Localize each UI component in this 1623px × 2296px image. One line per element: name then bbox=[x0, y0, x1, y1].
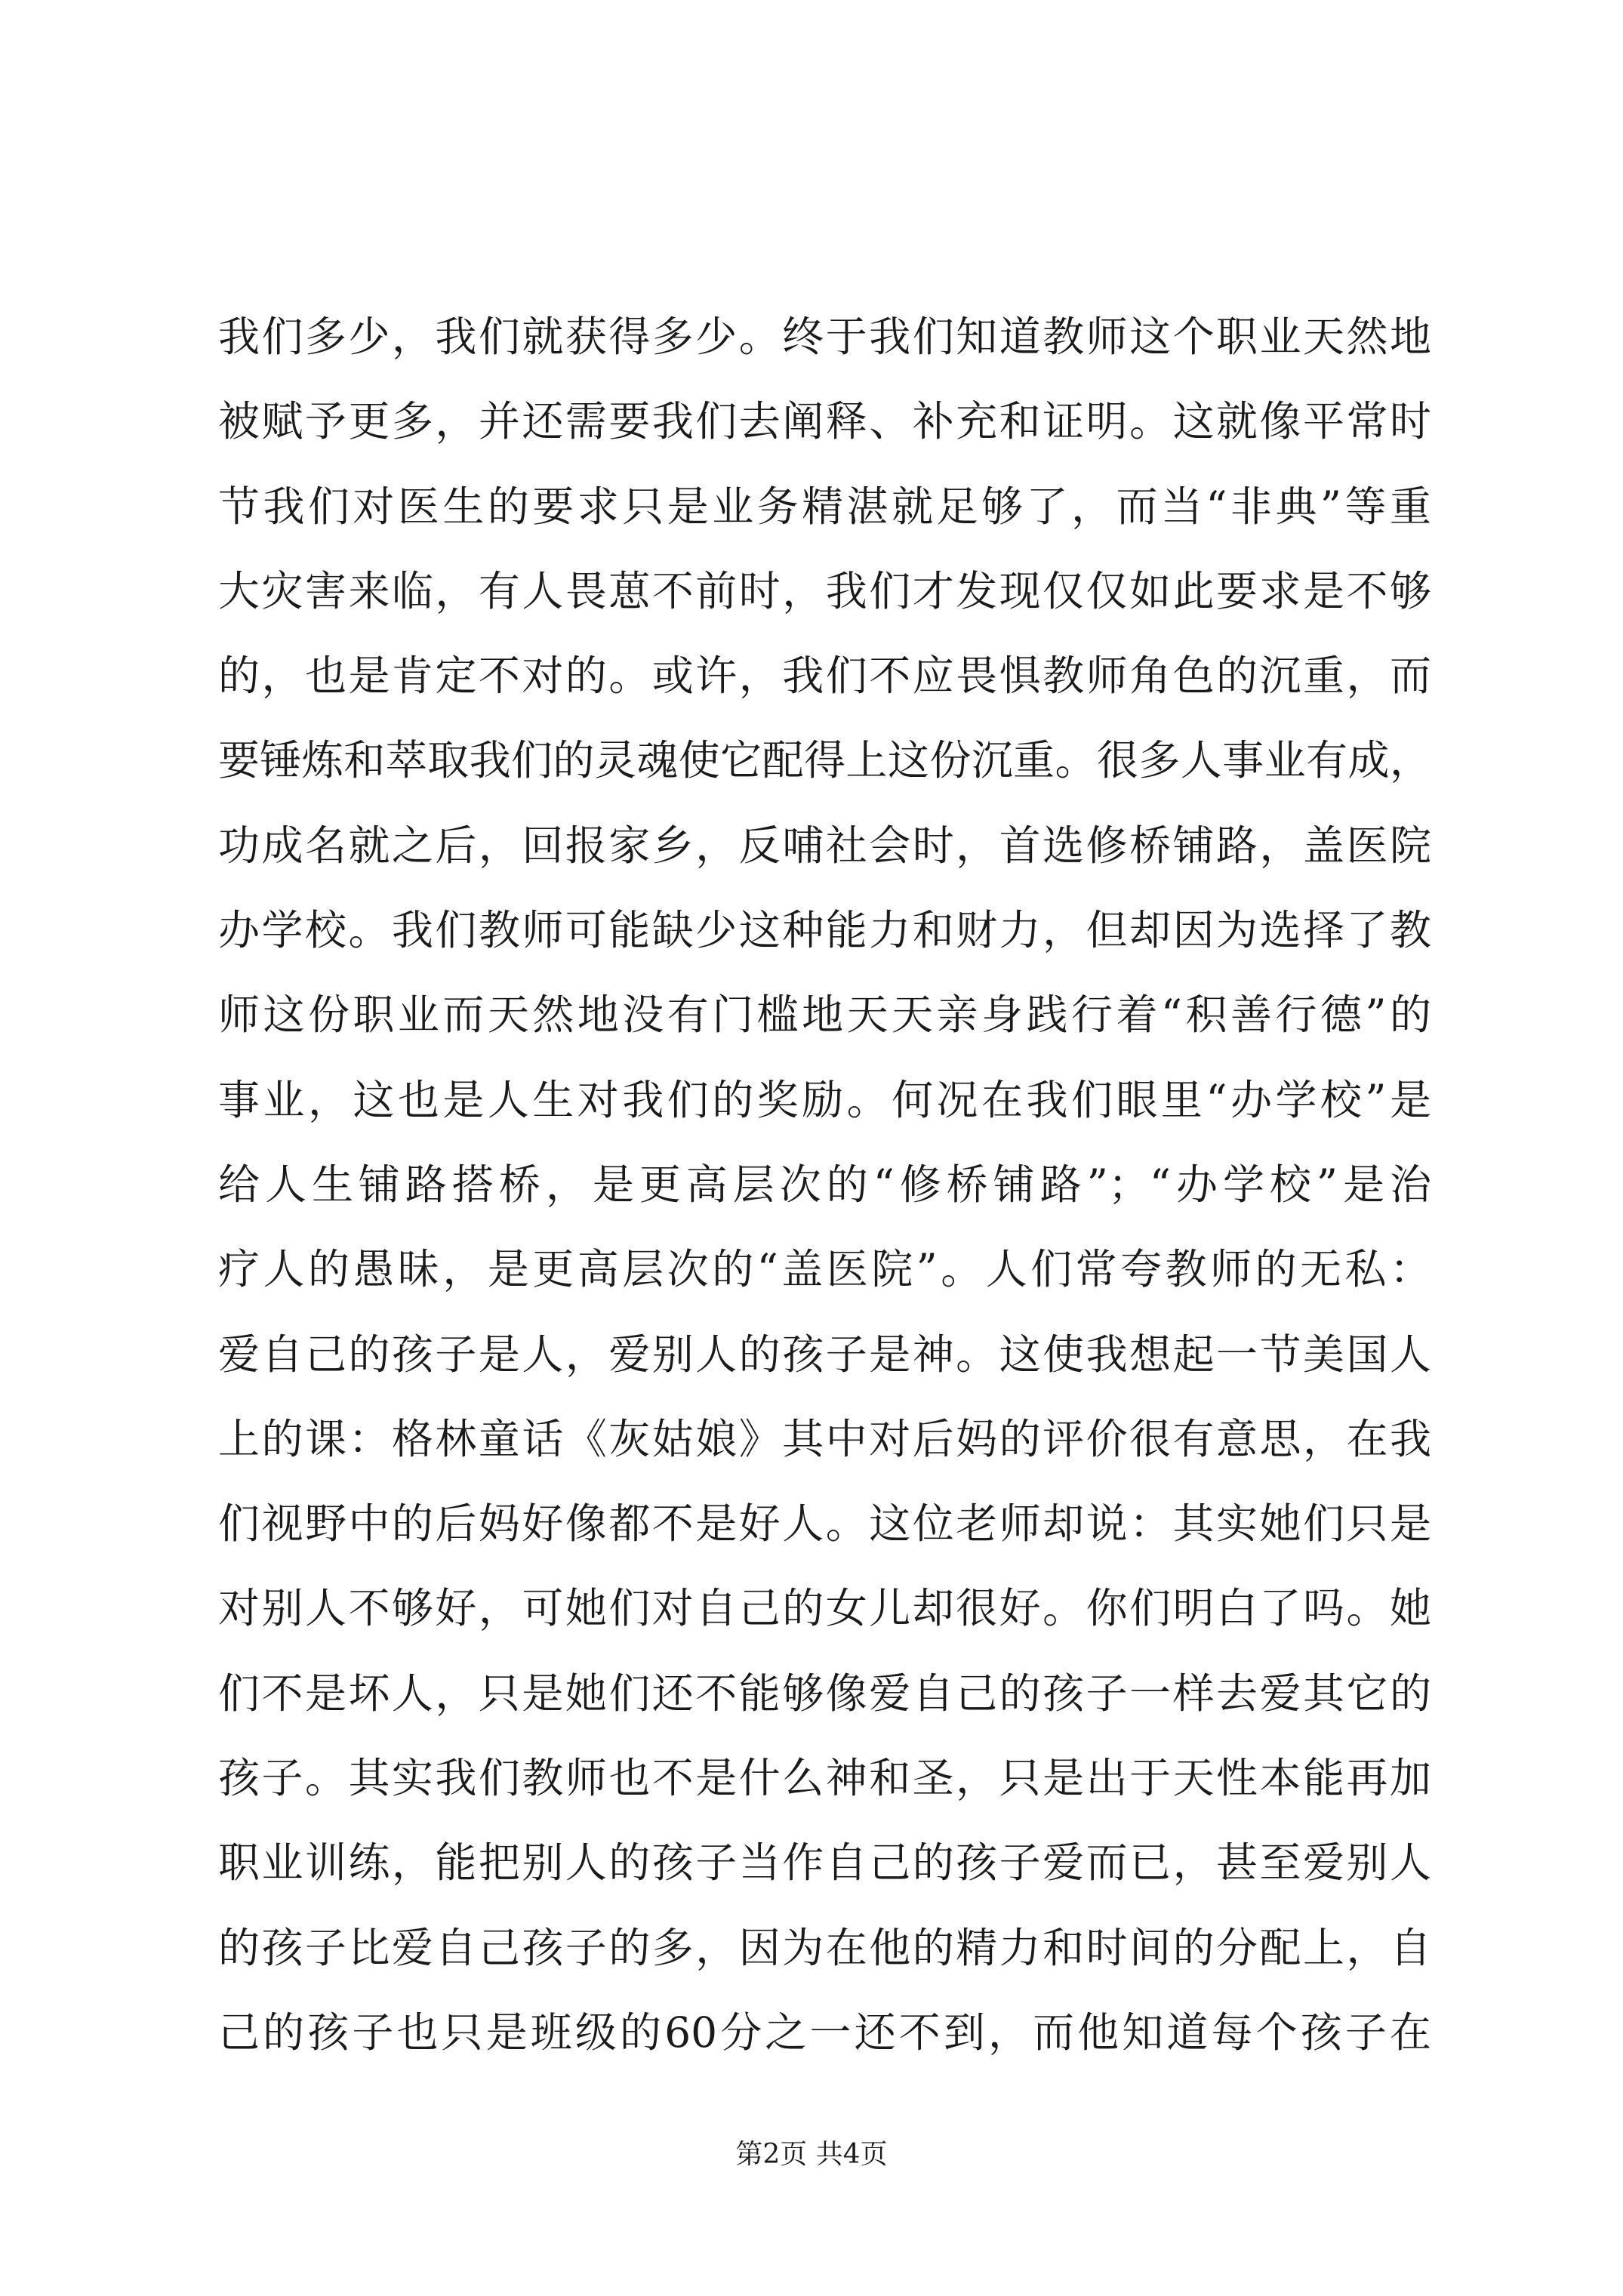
text-line: 们视野中的后妈好像都不是好人。这位老师却说：其实她们只是 bbox=[218, 1499, 1431, 1549]
text-line: 节我们对医生的要求只是业务精湛就足够了，而当“非典”等重 bbox=[218, 482, 1431, 531]
text-line: 职业训练，能把别人的孩子当作自己的孩子爱而已，甚至爱别人 bbox=[218, 1838, 1431, 1888]
page-number-footer: 第2页 共4页 bbox=[735, 2139, 888, 2170]
text-line: 的孩子比爱自己孩子的多，因为在他的精力和时间的分配上，自 bbox=[218, 1923, 1431, 1972]
text-line: 要锤炼和萃取我们的灵魂使它配得上这份沉重。很多人事业有成， bbox=[218, 736, 1431, 785]
text-line: 对别人不够好，可她们对自己的女儿却很好。你们明白了吗。她 bbox=[218, 1584, 1431, 1633]
body-text bbox=[218, 294, 1431, 2075]
text-line: 上的课：格林童话《灰姑娘》其中对后妈的评价很有意思，在我 bbox=[218, 1414, 1431, 1463]
text-line: 功成名就之后，回报家乡，反哺社会时，首选修桥铺路，盖医院 bbox=[218, 821, 1431, 870]
text-line: 疗人的愚昧，是更高层次的“盖医院”。人们常夸教师的无私： bbox=[218, 1245, 1431, 1294]
text-line: 的，也是肯定不对的。或许，我们不应畏惧教师角色的沉重，而 bbox=[218, 652, 1431, 701]
text-line: 我们多少，我们就获得多少。终于我们知道教师这个职业天然地 bbox=[218, 313, 1431, 361]
text-line: 被赋予更多，并还需要我们去阐释、补充和证明。这就像平常时 bbox=[218, 397, 1431, 446]
text-line: 给人生铺路搭桥，是更高层次的“修桥铺路”；“办学校”是治 bbox=[218, 1160, 1431, 1209]
text-line: 们不是坏人，只是她们还不能够像爱自己的孩子一样去爱其它的 bbox=[218, 1669, 1431, 1718]
text-line: 孩子。其实我们教师也不是什么神和圣，只是出于天性本能再加 bbox=[218, 1754, 1431, 1803]
text-line: 师这份职业而天然地没有门槛地天天亲身践行着“积善行德”的 bbox=[218, 991, 1431, 1040]
text-line: 办学校。我们教师可能缺少这种能力和财力，但却因为选择了教 bbox=[218, 906, 1431, 955]
text-line: 事业，这也是人生对我们的奖励。何况在我们眼里“办学校”是 bbox=[218, 1075, 1431, 1124]
text-line: 大灾害来临，有人畏葸不前时，我们才发现仅仅如此要求是不够 bbox=[218, 566, 1431, 615]
text-line: 爱自己的孩子是人，爱别人的孩子是神。这使我想起一节美国人 bbox=[218, 1330, 1431, 1379]
text-line: 己的孩子也只是班级的60分之一还不到，而他知道每个孩子在 bbox=[218, 2008, 1431, 2057]
